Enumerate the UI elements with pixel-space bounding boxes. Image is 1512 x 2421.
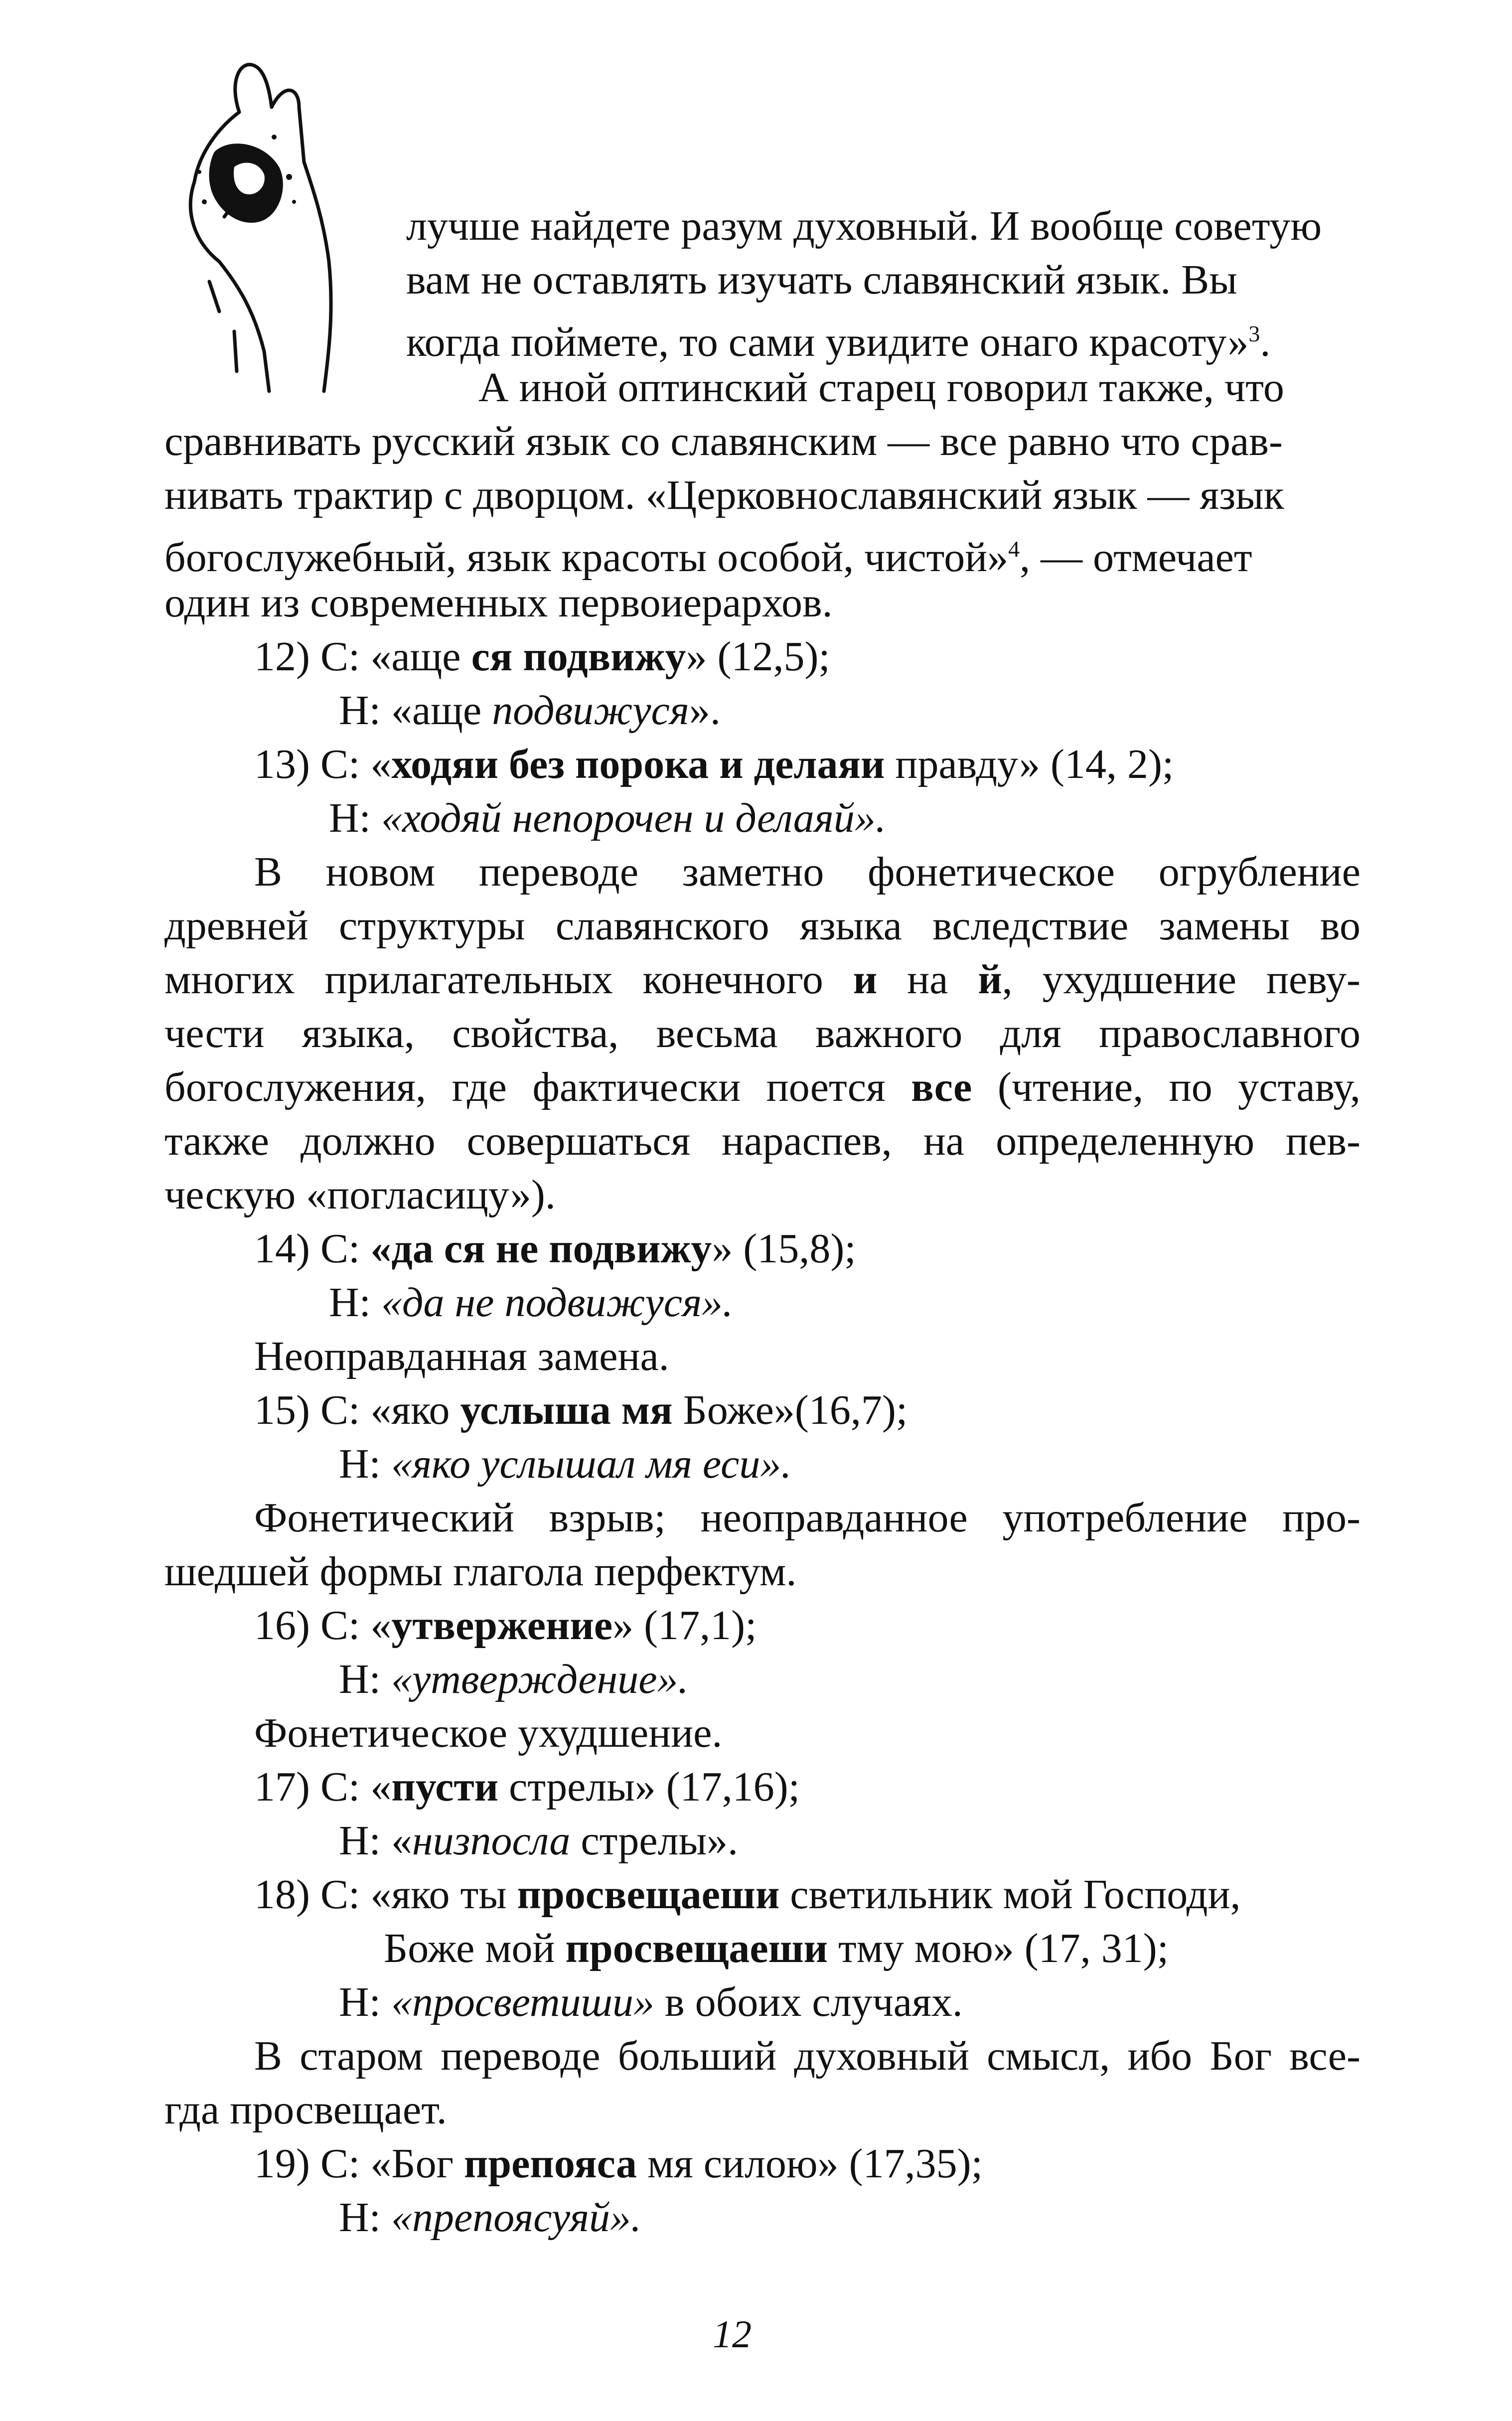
italic-term: «просветиши» — [391, 1979, 654, 2025]
italic-term: «утверждение». — [391, 1656, 689, 1702]
bold-term: все — [911, 1064, 972, 1110]
item-14-new — [329, 1276, 733, 1330]
item-13-old — [254, 738, 1174, 791]
text-line: лучше найдете разум духовный. И вообще советую — [406, 203, 1322, 249]
text-span: мя силою» (17,35); — [636, 2140, 983, 2187]
italic-term: подвижуся — [492, 687, 689, 734]
item-18-new — [339, 1975, 963, 2029]
item-16-comment: Фонетическое ухудшение. — [254, 1710, 723, 1756]
item-18-comment: гда просвещает. — [164, 2087, 447, 2133]
text-span: Н: — [339, 1441, 391, 1487]
text-span: когда поймете, то сами увидите онаго красоту» — [406, 319, 1249, 365]
text-span: 16) С: « — [254, 1602, 392, 1649]
text-line: ческую «погласицу»). — [164, 1172, 556, 1218]
text-span: тму мою» (17, 31); — [828, 1925, 1169, 1971]
item-12-old — [254, 630, 830, 684]
text-span: 15) С: «яко — [254, 1387, 460, 1433]
footnote-mark: 3 — [1248, 321, 1260, 346]
item-17-new — [339, 1814, 738, 1868]
item-14-old — [254, 1222, 856, 1276]
text-span: стрелы» (17,16); — [498, 1764, 800, 1810]
bold-term: просвещаеши — [565, 1925, 828, 1971]
text-span: правду» (14, 2); — [885, 741, 1174, 787]
text-line — [164, 953, 1361, 1007]
text-line — [164, 1060, 1361, 1114]
text-span: Н: — [339, 2194, 391, 2241]
text-line: чести языка, свойства, весьма важного для православного — [164, 1010, 1361, 1057]
bold-term: «да ся не подвижу — [370, 1225, 712, 1272]
text-span: . — [1260, 319, 1271, 365]
bold-term: и — [853, 956, 878, 1003]
text-span: 14) С: — [254, 1225, 371, 1272]
text-line — [406, 307, 1270, 369]
text-span: , — отмечает — [1020, 534, 1252, 581]
text-span: » (15,8); — [712, 1225, 856, 1272]
text-span: Н: — [329, 795, 381, 841]
text-line: сравнивать русский язык со славянским — все равно что срав- — [164, 418, 1283, 464]
text-span: 12) С: «аще — [254, 633, 471, 680]
item-13-new — [329, 791, 886, 845]
item-17-old — [254, 1760, 800, 1814]
text-span: Н: — [329, 1279, 381, 1326]
italic-term: «ходяй непорочен и делаяй». — [381, 795, 886, 841]
text-span: 19) С: «Бог — [254, 2140, 464, 2187]
item-15-comment: шедшей формы глагола перфектум. — [164, 1548, 797, 1595]
text-span: 17) С: « — [254, 1764, 392, 1810]
text-span: богослужения, где фактически поется — [164, 1064, 911, 1110]
item-15-new — [339, 1437, 791, 1491]
hand-illustration — [164, 52, 364, 401]
item-16-new — [339, 1653, 689, 1706]
item-19-new — [339, 2191, 641, 2245]
text-span: Боже»(16,7); — [672, 1387, 908, 1433]
text-line: вам не оставлять изучать славянский язык. Вы — [406, 257, 1237, 303]
text-line: А иной оптинский старец говорил также, что — [478, 364, 1284, 411]
italic-term: «яко услышал мя еси». — [391, 1441, 792, 1487]
item-18-comment: В старом переводе больший духовный смысл, ибо Бог все- — [254, 2033, 1361, 2079]
text-span: в обоих случаях. — [654, 1979, 963, 2025]
text-span: Н: — [339, 1979, 391, 2025]
item-15-comment: Фонетический взрыв; неоправданное употребление про- — [254, 1495, 1361, 1541]
item-16-old — [254, 1599, 756, 1653]
bold-term: пусти — [391, 1764, 499, 1810]
text-span: » (12,5); — [686, 633, 830, 680]
text-span: Н: — [339, 1656, 391, 1702]
bold-term: ся подвижу — [471, 633, 686, 680]
bold-term: услыша мя — [460, 1387, 673, 1433]
bold-term: утвержение — [391, 1602, 613, 1649]
page-number: 12 — [713, 2312, 752, 2356]
footnote-mark: 4 — [1008, 536, 1020, 562]
text-line: один из современных первоиерархов. — [164, 580, 833, 626]
item-18-old-cont — [384, 1922, 1169, 1975]
text-span: » (17,1); — [612, 1602, 757, 1649]
bold-term: препояса — [464, 2140, 637, 2187]
text-line: также должно совершаться нараспев, на определенную пев- — [164, 1118, 1361, 1164]
text-span: 18) С: «яко ты — [254, 1871, 517, 1918]
bold-term: й — [978, 956, 1002, 1003]
bold-term: ходяи без порока и делаяи — [391, 741, 885, 787]
text-span: ». — [689, 687, 721, 734]
item-15-old — [254, 1383, 907, 1437]
text-span: богослужебный, язык красоты особой, чистой» — [164, 534, 1009, 581]
text-line — [164, 522, 1252, 585]
item-19-old — [254, 2137, 983, 2191]
text-line: нивать трактир с дворцом. «Церковнославянский язык — язык — [164, 472, 1284, 518]
text-line: В новом переводе заметно фонетическое огрубление — [254, 849, 1361, 895]
item-14-comment: Неоправданная замена. — [254, 1333, 669, 1379]
text-span: (чтение, по уставу, — [972, 1064, 1361, 1110]
text-span: на — [877, 956, 978, 1003]
text-span: светильник мой Господи, — [779, 1871, 1241, 1918]
text-span: многих прилагательных конечного — [164, 956, 853, 1003]
text-span: , ухудшение певу- — [1002, 956, 1361, 1003]
item-18-old — [254, 1868, 1240, 1922]
text-line: древней структуры славянского языка вследствие замены во — [164, 903, 1361, 949]
italic-term: «препоясуяй». — [391, 2194, 641, 2241]
item-12-new — [339, 684, 721, 738]
italic-term: низпосла — [412, 1817, 571, 1864]
text-span: Боже мой — [384, 1925, 566, 1971]
text-span: 13) С: « — [254, 741, 392, 787]
text-span: Н: «аще — [339, 687, 492, 734]
text-span: стрелы». — [570, 1817, 739, 1864]
bold-term: просвещаеши — [517, 1871, 780, 1918]
italic-term: «да не подвижуся». — [381, 1279, 734, 1326]
text-span: Н: « — [339, 1817, 412, 1864]
